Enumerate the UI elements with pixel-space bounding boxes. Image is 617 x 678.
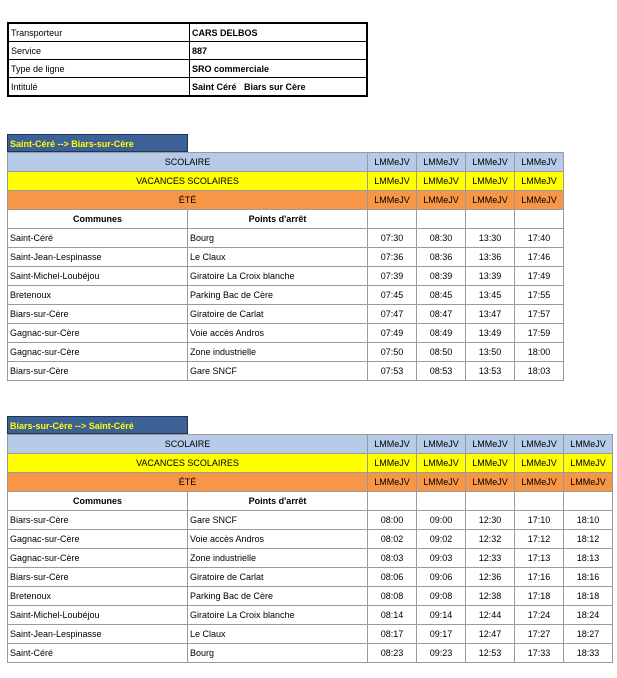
time-cell: 18:13 [564,549,613,568]
stop-cell: Voie accès Andros [188,324,368,343]
commune-cell: Saint-Céré [8,229,188,248]
time-cell: 18:33 [564,644,613,663]
stop-cell: Giratoire de Carlat [188,568,368,587]
stop-cell: Zone industrielle [188,343,368,362]
period-row-scolaire [8,435,613,454]
time-cell: 09:00 [417,511,466,530]
period-row-scolaire [8,153,564,172]
period-label: ÉTÉ [8,191,368,210]
stop-cell: Zone industrielle [188,549,368,568]
operating-days: LMMeJV [466,153,515,172]
stops-header: Points d'arrêt [188,492,368,511]
time-cell: 12:33 [466,549,515,568]
time-cell: 08:36 [417,248,466,267]
operating-days: LMMeJV [368,454,417,473]
time-cell: 13:49 [466,324,515,343]
time-cell: 07:30 [368,229,417,248]
table-row [8,267,564,286]
time-cell: 17:57 [515,305,564,324]
commune-cell: Saint-Jean-Lespinasse [8,248,188,267]
time-cell: 18:16 [564,568,613,587]
stop-cell: Giratoire de Carlat [188,305,368,324]
table-row [8,606,613,625]
commune-cell: Gagnac-sur-Cère [8,530,188,549]
time-cell: 17:55 [515,286,564,305]
operating-days: LMMeJV [515,153,564,172]
stop-cell: Bourg [188,644,368,663]
stop-cell: Le Claux [188,248,368,267]
table-row [8,286,564,305]
period-row-ete [8,473,613,492]
table-row [8,324,564,343]
time-cell: 17:16 [515,568,564,587]
table-row [8,530,613,549]
period-label: ÉTÉ [8,473,368,492]
period-label: VACANCES SCOLAIRES [8,172,368,191]
table-row [8,549,613,568]
empty-header-cell [368,492,417,511]
column-header-row [8,492,613,511]
time-cell: 17:46 [515,248,564,267]
time-cell: 09:08 [417,587,466,606]
table-row [8,587,613,606]
period-row-vacances [8,172,564,191]
time-cell: 13:50 [466,343,515,362]
commune-cell: Biars-sur-Cère [8,568,188,587]
time-cell: 12:44 [466,606,515,625]
communes-header: Communes [8,492,188,511]
operating-days: LMMeJV [515,473,564,492]
info-label: Type de ligne [8,60,190,78]
info-row-intitule [8,78,367,97]
time-cell: 18:27 [564,625,613,644]
time-cell: 08:39 [417,267,466,286]
period-row-ete [8,191,564,210]
operating-days: LMMeJV [466,435,515,454]
empty-header-cell [417,492,466,511]
time-cell: 13:30 [466,229,515,248]
table-row [8,511,613,530]
table-row [8,568,613,587]
time-cell: 12:32 [466,530,515,549]
time-cell: 17:59 [515,324,564,343]
time-cell: 09:06 [417,568,466,587]
route-title-outbound: Saint-Céré --> Biars-sur-Cère [7,134,188,152]
operating-days: LMMeJV [466,191,515,210]
operating-days: LMMeJV [368,435,417,454]
time-cell: 09:17 [417,625,466,644]
time-cell: 18:12 [564,530,613,549]
empty-header-cell [466,492,515,511]
operating-days: LMMeJV [417,473,466,492]
time-cell: 12:30 [466,511,515,530]
time-cell: 17:13 [515,549,564,568]
time-cell: 12:36 [466,568,515,587]
time-cell: 13:47 [466,305,515,324]
empty-header-cell [515,492,564,511]
time-cell: 13:36 [466,248,515,267]
stop-cell: Gare SNCF [188,362,368,381]
time-cell: 13:53 [466,362,515,381]
timetable-outbound [7,152,564,381]
operating-days: LMMeJV [417,191,466,210]
info-row-transporteur [8,23,367,42]
commune-cell: Saint-Michel-Loubéjou [8,267,188,286]
operating-days: LMMeJV [466,473,515,492]
commune-cell: Saint-Michel-Loubéjou [8,606,188,625]
table-row [8,625,613,644]
operating-days: LMMeJV [368,473,417,492]
time-cell: 13:39 [466,267,515,286]
info-row-service [8,42,367,60]
operating-days: LMMeJV [564,473,613,492]
commune-cell: Biars-sur-Cère [8,511,188,530]
info-value: CARS DELBOS [192,27,258,38]
info-value: Saint Céré Biars sur Cère [190,78,368,97]
info-label: Intitulé [8,78,190,97]
operating-days: LMMeJV [368,191,417,210]
stop-cell: Bourg [188,229,368,248]
time-cell: 09:23 [417,644,466,663]
period-label: VACANCES SCOLAIRES [8,454,368,473]
time-cell: 17:49 [515,267,564,286]
time-cell: 07:50 [368,343,417,362]
stop-cell: Parking Bac de Cère [188,587,368,606]
time-cell: 17:24 [515,606,564,625]
commune-cell: Bretenoux [8,587,188,606]
time-cell: 08:14 [368,606,417,625]
route-title-return: Biars-sur-Cère --> Saint-Céré [7,416,188,434]
time-cell: 17:12 [515,530,564,549]
column-header-row [8,210,564,229]
commune-cell: Biars-sur-Cère [8,305,188,324]
operating-days: LMMeJV [466,172,515,191]
commune-cell: Gagnac-sur-Cère [8,324,188,343]
time-cell: 08:03 [368,549,417,568]
time-cell: 18:18 [564,587,613,606]
period-label: SCOLAIRE [8,153,368,172]
time-cell: 18:24 [564,606,613,625]
operating-days: LMMeJV [368,172,417,191]
stops-header: Points d'arrêt [188,210,368,229]
info-value: 887 [190,42,368,60]
operating-days: LMMeJV [515,191,564,210]
empty-header-cell [564,492,613,511]
communes-header: Communes [8,210,188,229]
time-cell: 12:47 [466,625,515,644]
operating-days: LMMeJV [515,435,564,454]
operating-days: LMMeJV [368,153,417,172]
time-cell: 12:38 [466,587,515,606]
time-cell: 17:27 [515,625,564,644]
time-cell: 08:17 [368,625,417,644]
table-row [8,305,564,324]
time-cell: 18:10 [564,511,613,530]
empty-header-cell [466,210,515,229]
operating-days: LMMeJV [515,172,564,191]
time-cell: 18:03 [515,362,564,381]
time-cell: 08:02 [368,530,417,549]
table-row [8,343,564,362]
info-value: SRO commerciale [190,60,368,78]
time-cell: 17:40 [515,229,564,248]
commune-cell: Saint-Céré [8,644,188,663]
time-cell: 07:39 [368,267,417,286]
info-label: Service [8,42,190,60]
time-cell: 08:08 [368,587,417,606]
period-row-vacances [8,454,613,473]
time-cell: 17:10 [515,511,564,530]
empty-header-cell [417,210,466,229]
stop-cell: Le Claux [188,625,368,644]
time-cell: 09:02 [417,530,466,549]
time-cell: 09:14 [417,606,466,625]
time-cell: 07:36 [368,248,417,267]
time-cell: 07:49 [368,324,417,343]
operating-days: LMMeJV [417,153,466,172]
time-cell: 08:30 [417,229,466,248]
operating-days: LMMeJV [564,454,613,473]
stop-cell: Giratoire La Croix blanche [188,606,368,625]
info-row-type [8,60,367,78]
table-row [8,644,613,663]
empty-header-cell [515,210,564,229]
time-cell: 08:53 [417,362,466,381]
time-cell: 07:53 [368,362,417,381]
time-cell: 17:33 [515,644,564,663]
table-row [8,362,564,381]
time-cell: 08:00 [368,511,417,530]
info-label: Transporteur [8,23,190,42]
commune-cell: Gagnac-sur-Cère [8,549,188,568]
time-cell: 18:00 [515,343,564,362]
table-row [8,229,564,248]
period-label: SCOLAIRE [8,435,368,454]
stop-cell: Voie accès Andros [188,530,368,549]
commune-cell: Biars-sur-Cère [8,362,188,381]
commune-cell: Saint-Jean-Lespinasse [8,625,188,644]
time-cell: 08:47 [417,305,466,324]
time-cell: 08:45 [417,286,466,305]
stop-cell: Parking Bac de Cère [188,286,368,305]
stop-cell: Gare SNCF [188,511,368,530]
time-cell: 17:18 [515,587,564,606]
operating-days: LMMeJV [417,435,466,454]
operating-days: LMMeJV [417,454,466,473]
empty-header-cell [368,210,417,229]
operating-days: LMMeJV [417,172,466,191]
commune-cell: Gagnac-sur-Cère [8,343,188,362]
time-cell: 08:06 [368,568,417,587]
time-cell: 09:03 [417,549,466,568]
time-cell: 07:45 [368,286,417,305]
operating-days: LMMeJV [466,454,515,473]
time-cell: 07:47 [368,305,417,324]
operating-days: LMMeJV [564,435,613,454]
table-row [8,248,564,267]
time-cell: 08:23 [368,644,417,663]
service-info-table [7,22,368,97]
time-cell: 13:45 [466,286,515,305]
stop-cell: Giratoire La Croix blanche [188,267,368,286]
time-cell: 12:53 [466,644,515,663]
operating-days: LMMeJV [515,454,564,473]
commune-cell: Bretenoux [8,286,188,305]
timetable-return [7,434,613,663]
time-cell: 08:50 [417,343,466,362]
time-cell: 08:49 [417,324,466,343]
